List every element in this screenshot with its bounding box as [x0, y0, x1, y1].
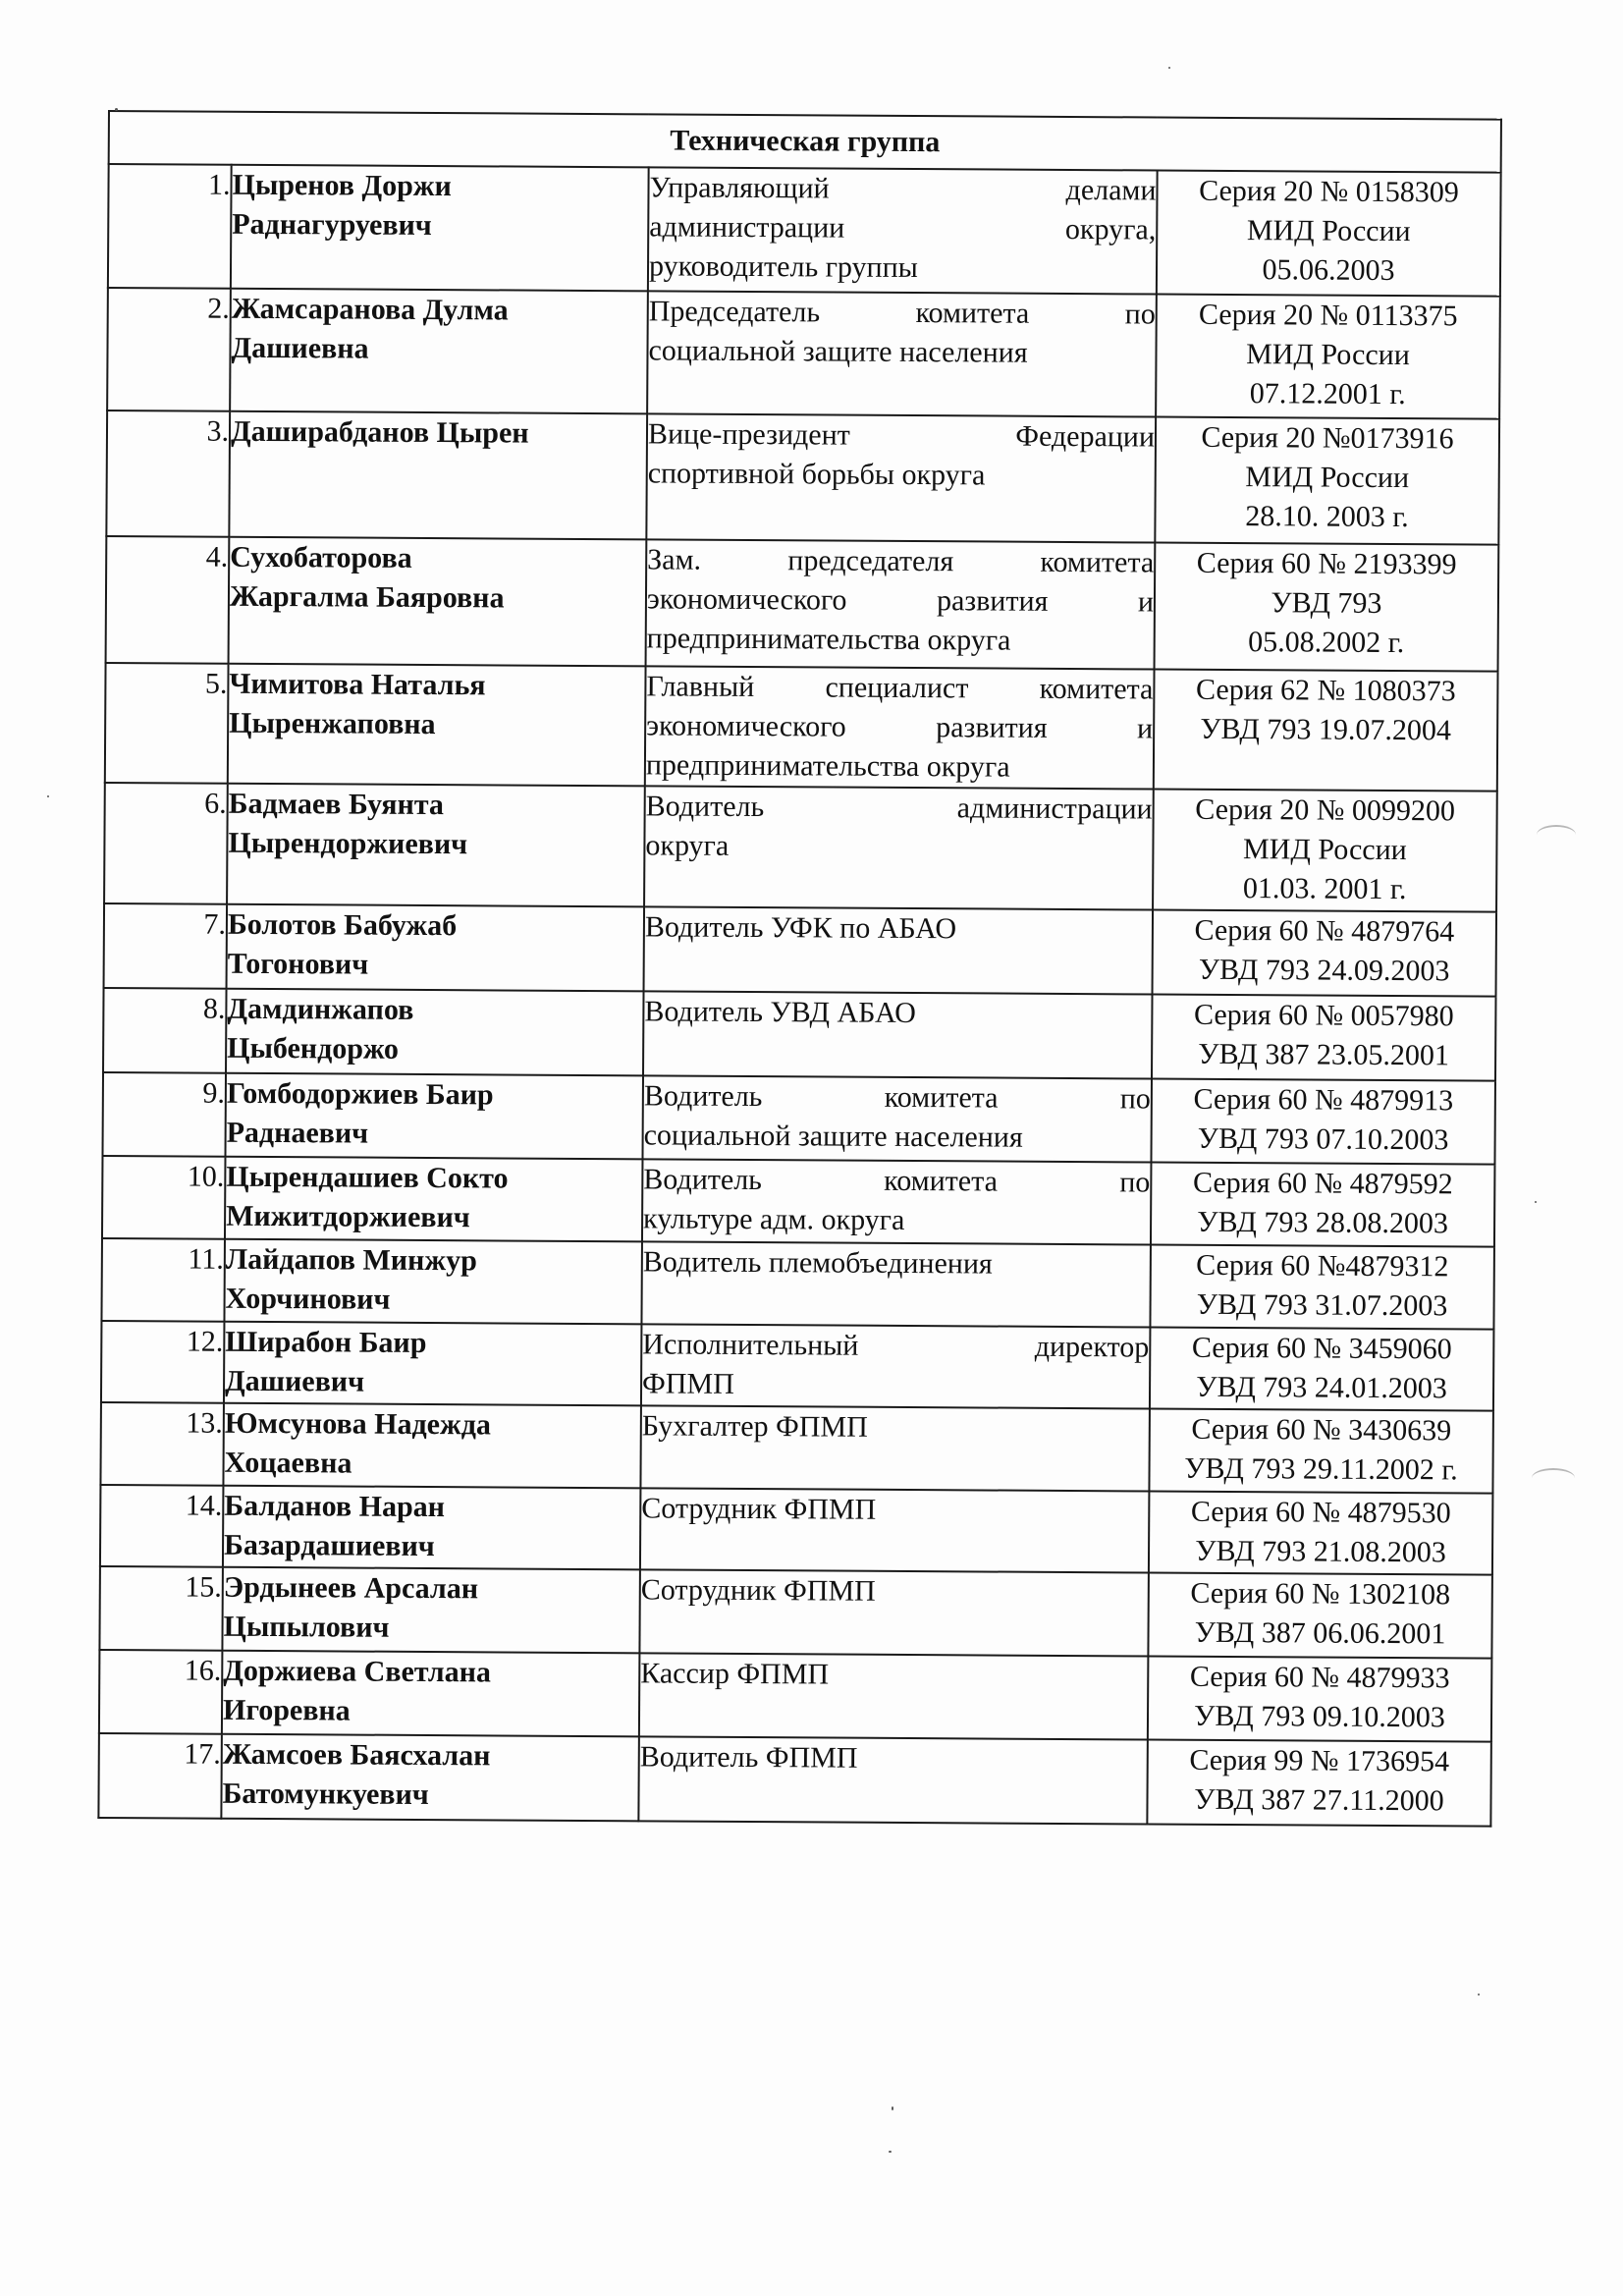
person-name: [228, 664, 646, 787]
person-name: [231, 165, 649, 292]
person-name-line: Цыбендоржо: [227, 1031, 400, 1066]
position-title-line: социальной защите населения: [648, 334, 1028, 369]
person-name-line: Сухобаторова: [230, 540, 412, 574]
position-title-line: администрации округа,: [649, 210, 1157, 246]
person-name-line: Жаргалма Баяровна: [229, 579, 505, 615]
table-row: [105, 663, 1498, 792]
passport-details-line: Серия 60 № 4879933: [1189, 1660, 1450, 1695]
person-name-line: Жамсаранова Дулма: [231, 292, 509, 327]
passport-details-line: МИД России: [1246, 338, 1410, 372]
position-title: [641, 1324, 1150, 1408]
position-title-line: руководитель группы: [648, 249, 918, 285]
person-name-line: Чимитова Наталья: [229, 667, 486, 702]
person-name: [225, 1073, 643, 1160]
scan-speck: [889, 2151, 892, 2153]
passport-details-line: Серия 60 № 4879530: [1190, 1495, 1451, 1530]
scan-speck: [892, 2106, 893, 2110]
person-name-line: Тогонович: [227, 947, 369, 981]
passport-details-line: Серия 20 №0173916: [1201, 420, 1454, 456]
scan-speck: [47, 795, 49, 797]
technical-group-table: [97, 110, 1502, 1828]
position-title-line: Вице-президент Федерации: [647, 417, 1156, 454]
position-title: [644, 786, 1154, 909]
passport-details: [1149, 1409, 1493, 1494]
person-name-line: Цыпылович: [223, 1610, 390, 1644]
passport-details-line: 05.06.2003: [1262, 253, 1395, 288]
position-title: [642, 1075, 1152, 1162]
passport-details: [1153, 790, 1497, 912]
row-number: 4.: [106, 536, 230, 664]
passport-details-line: Серия 62 № 1080373: [1195, 673, 1456, 708]
passport-details-line: УВД 793: [1271, 586, 1382, 620]
position-title-line: Главный специалист комитета: [646, 670, 1154, 706]
person-name-line: Хоцаевна: [224, 1446, 352, 1480]
passport-details: [1150, 1245, 1494, 1330]
passport-details: [1151, 1079, 1495, 1165]
person-name-line: Балданов Наран: [224, 1489, 446, 1524]
position-title-line: Исполнительный директор: [642, 1328, 1150, 1364]
position-title-line: Водитель УФК по АБАО: [644, 910, 957, 946]
person-name: [224, 1239, 642, 1325]
table-row: [99, 1566, 1491, 1659]
person-name-line: Доржиева Светлана: [223, 1654, 492, 1689]
position-title-line: Председатель комитета по: [648, 295, 1156, 331]
passport-details: [1157, 171, 1501, 297]
person-name-line: Раднагуруевич: [232, 207, 432, 243]
person-name-line: Эрдынеев Арсалан: [223, 1570, 479, 1606]
table-row: [104, 783, 1497, 912]
passport-details-line: МИД России: [1242, 833, 1407, 867]
position-title: [640, 1488, 1149, 1572]
position-title: [639, 1653, 1149, 1739]
passport-details-line: УВД 793 29.11.2002 г.: [1184, 1451, 1458, 1487]
passport-details-line: 07.12.2001 г.: [1249, 377, 1406, 411]
passport-details-line: 28.10. 2003 г.: [1245, 500, 1409, 534]
person-name-line: Юмсунова Надежда: [224, 1406, 492, 1442]
position-title-line: культуре адм. округа: [643, 1202, 905, 1236]
passport-details-line: 01.03. 2001 г.: [1242, 872, 1407, 906]
person-name: [229, 537, 647, 667]
position-title: [642, 1159, 1152, 1244]
scan-artifact-punch-hole-bottom: [1532, 1468, 1575, 1488]
table-row: [104, 903, 1496, 997]
passport-details-line: Серия 60 № 4879592: [1192, 1166, 1453, 1201]
passport-details-line: УВД 793 31.07.2003: [1196, 1287, 1448, 1323]
scan-artifact-punch-hole-top: [1537, 825, 1576, 845]
position-title-line: экономического развития и: [646, 582, 1155, 619]
person-name: [223, 1486, 640, 1570]
passport-details: [1156, 295, 1500, 419]
person-name-line: Игоревна: [222, 1693, 351, 1727]
passport-details: [1151, 1163, 1495, 1247]
passport-details-line: Серия 99 № 1736954: [1189, 1743, 1450, 1778]
table-row: [106, 536, 1499, 672]
row-number: 5.: [105, 663, 229, 784]
passport-details-line: УВД 387 27.11.2000: [1194, 1782, 1444, 1818]
passport-details-line: УВД 793 21.08.2003: [1195, 1534, 1446, 1569]
person-name: [222, 1651, 640, 1737]
position-title-line: Сотрудник ФПМП: [640, 1573, 876, 1608]
row-number: 10.: [102, 1156, 226, 1239]
position-title: [646, 413, 1156, 542]
person-name-line: Цыренов Доржи: [232, 168, 452, 203]
table-row: [100, 1402, 1492, 1494]
position-title-line: предпринимательства округа: [646, 622, 1011, 657]
person-name-line: Лайдапов Минжур: [225, 1242, 477, 1278]
table-row: [98, 1733, 1490, 1827]
table-header-row: [109, 111, 1501, 173]
table-row: [101, 1238, 1493, 1330]
position-title-line: Водитель УВД АБАО: [644, 995, 916, 1030]
person-name-line: Раднаевич: [226, 1116, 369, 1150]
position-title-line: Водитель племобъединения: [642, 1245, 993, 1281]
person-name: [225, 1157, 643, 1242]
passport-details-line: МИД России: [1245, 461, 1410, 495]
row-number: 17.: [98, 1733, 222, 1819]
position-title-line: Водитель комитета по: [643, 1079, 1151, 1116]
position-title-line: спортивной борьбы округа: [647, 457, 986, 492]
passport-details-line: Серия 20 № 0158309: [1199, 174, 1459, 209]
row-number: 7.: [104, 903, 228, 989]
passport-details: [1147, 1739, 1491, 1826]
scan-speck: [1168, 67, 1170, 69]
passport-details-line: Серия 60 № 4879764: [1194, 913, 1455, 949]
table-row: [100, 1485, 1492, 1575]
passport-details-line: Серия 20 № 0099200: [1195, 793, 1456, 828]
passport-details: [1153, 910, 1497, 997]
person-name-line: Даширабданов Цырен: [230, 414, 529, 450]
passport-details-line: УВД 793 07.10.2003: [1197, 1121, 1449, 1157]
section-title: Техническая группа: [109, 111, 1501, 173]
scan-speck: [1478, 1994, 1480, 1995]
table-row: [103, 988, 1495, 1081]
passport-details-line: Серия 60 № 3430639: [1191, 1412, 1452, 1448]
row-number: 8.: [103, 988, 227, 1073]
person-name-line: Гомбодоржиев Баир: [226, 1076, 494, 1112]
position-title: [648, 167, 1158, 294]
row-number: 14.: [100, 1485, 224, 1567]
position-title: [638, 1736, 1148, 1824]
passport-details: [1148, 1573, 1492, 1659]
person-name-line: Дашиевич: [224, 1364, 365, 1398]
table-row: [106, 410, 1499, 545]
person-name-line: Дашиевна: [231, 331, 369, 365]
table-row: [99, 1650, 1491, 1742]
position-title-line: ФПМП: [641, 1367, 734, 1400]
passport-details-line: УВД 793 24.01.2003: [1196, 1370, 1447, 1405]
table-row: [101, 1321, 1493, 1411]
row-number: 1.: [108, 164, 232, 289]
row-number: 11.: [101, 1238, 225, 1322]
person-name-line: Мижитдоржиевич: [226, 1199, 470, 1234]
position-title-line: Водитель комитета по: [643, 1163, 1151, 1199]
position-title-line: Сотрудник ФПМП: [641, 1492, 877, 1526]
position-title-line: Водитель ФПМП: [639, 1740, 858, 1775]
row-number: 16.: [99, 1650, 223, 1734]
row-number: 15.: [99, 1566, 223, 1651]
position-title: [644, 906, 1154, 994]
table-row: [102, 1156, 1494, 1247]
table-row: [107, 288, 1500, 419]
passport-details-line: Серия 60 № 3459060: [1191, 1331, 1452, 1366]
person-name: [227, 784, 645, 907]
passport-details-line: УВД 793 19.07.2004: [1200, 712, 1452, 747]
person-name-line: Хорчинович: [225, 1282, 391, 1316]
position-title-line: Водитель администрации: [645, 790, 1153, 826]
position-title-line: округа: [645, 829, 730, 862]
person-name-line: Цырендашиев Сокто: [226, 1160, 509, 1195]
person-name-line: Бадмаев Буянта: [228, 787, 445, 822]
position-title: [643, 991, 1153, 1078]
position-title: [647, 291, 1157, 416]
person-name: [224, 1322, 641, 1406]
row-number: 6.: [104, 783, 228, 904]
passport-details: [1148, 1657, 1492, 1742]
passport-details-line: Серия 60 № 0057980: [1193, 998, 1454, 1033]
passport-details-line: УВД 793 24.09.2003: [1198, 953, 1450, 988]
table-row: [102, 1072, 1494, 1165]
person-name-line: Ширабон Баир: [225, 1325, 427, 1360]
row-number: 12.: [101, 1321, 225, 1403]
position-title: [640, 1405, 1150, 1491]
row-number: 9.: [102, 1072, 226, 1157]
scan-speck: [1535, 1201, 1537, 1203]
passport-details-line: Серия 20 № 0113375: [1198, 298, 1458, 333]
position-title-line: Зам. председателя комитета: [647, 543, 1155, 579]
passport-details: [1150, 1328, 1494, 1411]
position-title-line: Кассир ФПМП: [640, 1657, 830, 1691]
person-name-line: Батомункуевич: [222, 1777, 429, 1812]
person-name: [221, 1734, 639, 1822]
passport-details: [1149, 1492, 1493, 1575]
passport-details-line: Серия 60 № 1302108: [1190, 1576, 1451, 1612]
passport-details-line: Серия 60 № 2193399: [1196, 546, 1457, 581]
position-title-line: социальной защите населения: [643, 1119, 1023, 1154]
person-name: [230, 289, 648, 414]
table-body: [98, 164, 1500, 1827]
person-name: [222, 1567, 640, 1654]
person-name: [223, 1403, 641, 1489]
passport-details-line: УВД 387 23.05.2001: [1198, 1037, 1450, 1072]
person-name-line: Дамдинжапов: [227, 992, 414, 1026]
passport-details-line: Серия 60 № 4879913: [1193, 1082, 1454, 1118]
position-title: [645, 666, 1155, 789]
passport-details: [1154, 670, 1498, 792]
passport-details: [1155, 543, 1499, 672]
position-title-line: предпринимательства округа: [645, 748, 1010, 784]
position-title-line: Бухгалтер ФПМП: [641, 1409, 868, 1444]
scan-speck: [115, 108, 118, 111]
row-number: 13.: [100, 1402, 224, 1486]
position-title: [641, 1241, 1151, 1327]
passport-details-line: УВД 387 06.06.2001: [1194, 1615, 1446, 1651]
row-number: 2.: [107, 288, 231, 411]
position-title-line: экономического развития и: [646, 709, 1154, 745]
person-name-line: Болотов Бабужаб: [227, 907, 458, 943]
person-name: [226, 989, 644, 1076]
passport-details: [1152, 995, 1496, 1081]
row-number: 3.: [106, 410, 230, 537]
passport-details-line: Серия 60 №4879312: [1196, 1248, 1449, 1284]
passport-details-line: УВД 793 09.10.2003: [1194, 1699, 1445, 1734]
passport-details: [1155, 417, 1499, 545]
person-name-line: Базардашиевич: [223, 1528, 435, 1563]
table-row: [108, 164, 1501, 297]
person-name: [227, 904, 645, 992]
person-name-line: Цырендоржиевич: [228, 826, 468, 861]
person-name-line: Цыренжаповна: [229, 706, 436, 741]
position-title: [639, 1569, 1149, 1656]
person-name-line: Жамсоев Баясхалан: [222, 1737, 491, 1773]
person-name: [229, 411, 647, 540]
passport-details-line: 05.08.2002 г.: [1248, 626, 1405, 660]
passport-details-line: МИД России: [1246, 214, 1411, 248]
passport-details-line: УВД 793 28.08.2003: [1197, 1205, 1448, 1240]
position-title: [646, 539, 1156, 669]
position-title-line: Управляющий делами: [649, 171, 1157, 207]
